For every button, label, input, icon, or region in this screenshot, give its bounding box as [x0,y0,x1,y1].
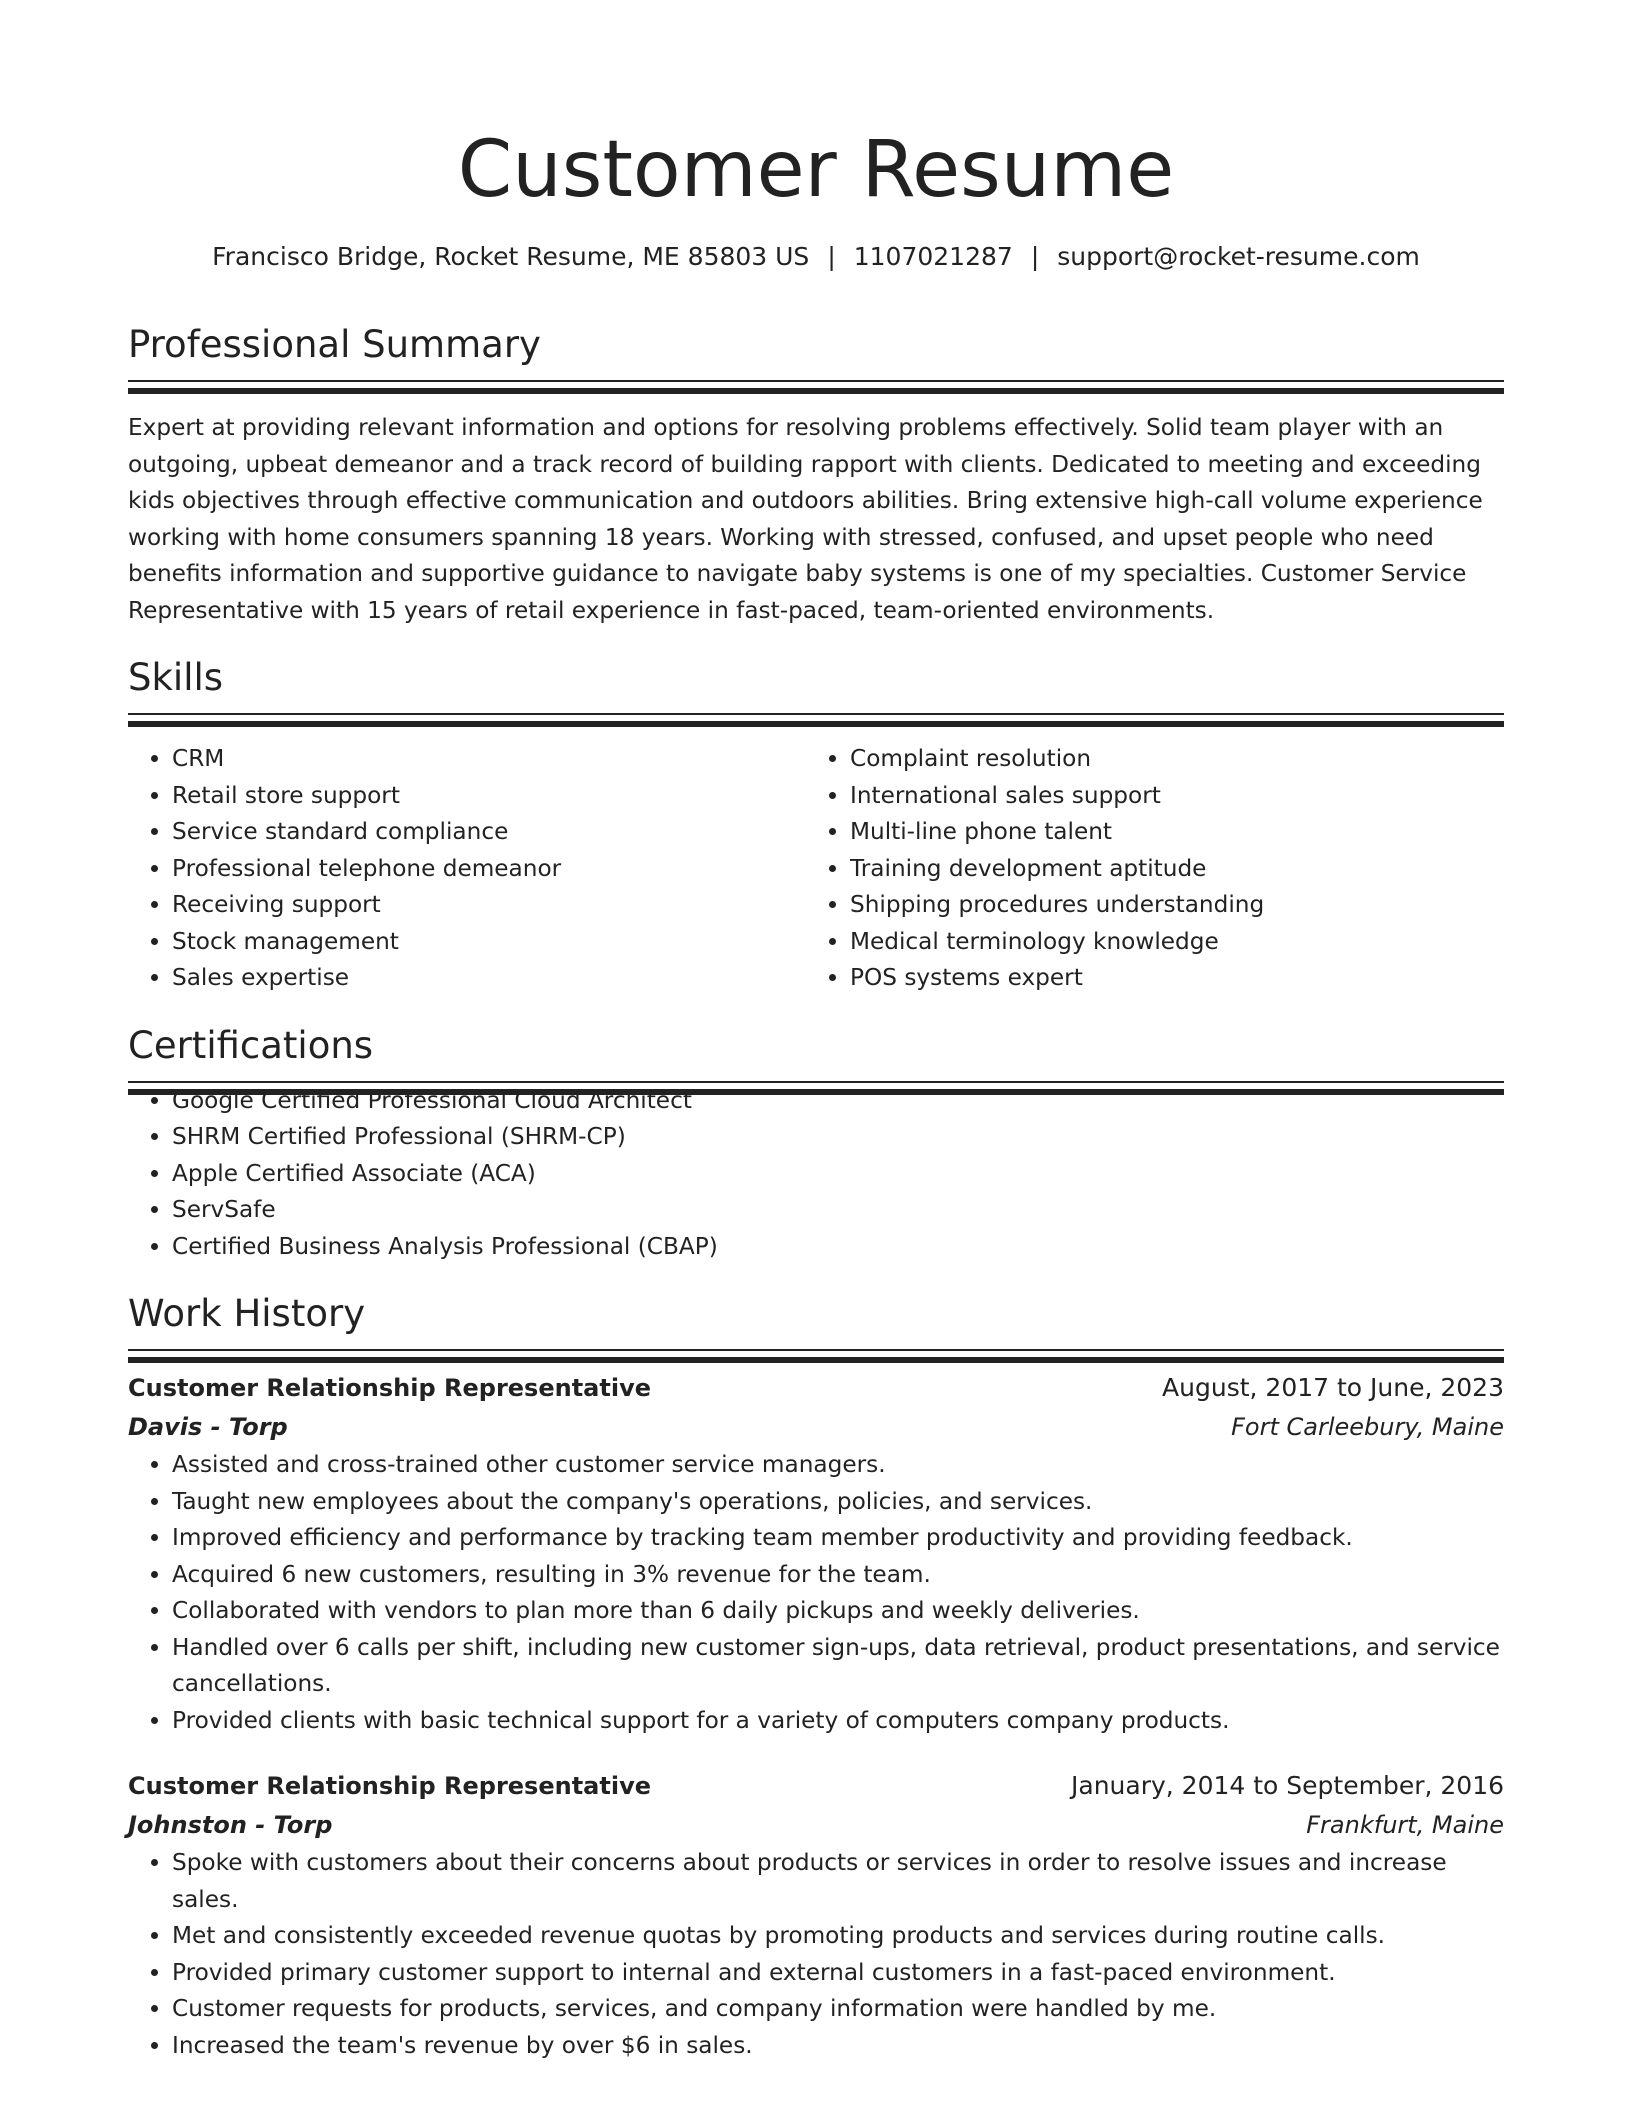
certification-item: • Certified Business Analysis Professional (CBAP) [172,1229,1504,1266]
job-duties-list [128,1447,1504,1739]
job-dates: January, 2014 to September, 2016 [1071,1771,1504,1800]
skill-item: • Training development aptitude [850,851,1484,888]
contact-email: support@rocket-resume.com [1057,242,1420,271]
skill-item: • Receiving support [172,887,806,924]
job-header-row [128,1767,1504,1805]
skills-section [128,653,1504,997]
job-duty-item: • Spoke with customers about their concerns about products or services in order to resolve issues and increase sales. [172,1845,1504,1918]
contact-address: Francisco Bridge, Rocket Resume, ME 85803 US [212,242,810,271]
contact-separator: | [827,242,836,271]
section-heading-summary: Professional Summary [128,323,541,366]
skill-item: • Professional telephone demeanor [172,851,806,888]
section-divider [128,1349,1504,1351]
job-subheader-row [128,1805,1504,1845]
job-duty-item: • Improved efficiency and performance by tracking team member productivity and providing feedback. [172,1520,1504,1557]
section-heading-certifications: Certifications [128,1023,374,1067]
skill-item: • Retail store support [172,778,806,815]
job-duty-item: • Customer requests for products, services, and company information were handled by me. [172,1991,1504,2028]
job-duty-item: • Assisted and cross-trained other customer service managers. [172,1447,1504,1484]
contact-phone: 1107021287 [853,242,1013,271]
job-location: Fort Carleebury, Maine [1231,1413,1504,1441]
section-heading-skills: Skills [128,656,224,699]
skills-column-left [128,741,806,997]
certification-item: • SHRM Certified Professional (SHRM-CP) [172,1119,1504,1156]
skill-item: • Shipping procedures understanding [850,887,1484,924]
certifications-section [128,1021,1504,1266]
work-history-section [128,1289,1504,2064]
skill-item: • CRM [172,741,806,778]
skill-item: • Multi-line phone talent [850,814,1484,851]
skill-item: • Sales expertise [172,960,806,997]
job-company: Davis - Torp [128,1413,288,1441]
job-duty-item: • Taught new employees about the company's operations, policies, and services. [172,1484,1504,1521]
job-duty-item: • Handled over 6 calls per shift, including new customer sign-ups, data retrieval, product presentations, and service cancellations. [172,1630,1504,1703]
skill-item: • Service standard compliance [172,814,806,851]
job-duty-item: • Provided primary customer support to internal and external customers in a fast-paced environment. [172,1955,1504,1992]
job-header-row [128,1369,1504,1407]
job-duty-item: • Met and consistently exceeded revenue quotas by promoting products and services during routine calls. [172,1918,1504,1955]
professional-summary-section [128,320,1504,629]
job-duty-item: • Acquired 6 new customers, resulting in 3% revenue for the team. [172,1557,1504,1594]
contact-separator: | [1030,242,1040,271]
certification-item: • Apple Certified Associate (ACA) [172,1156,1504,1193]
job-company: Johnston - Torp [128,1811,333,1839]
job-dates: August, 2017 to June, 2023 [1162,1373,1504,1402]
skill-item: • Complaint resolution [850,741,1484,778]
resume-page [128,0,1504,2064]
section-divider [128,380,1504,382]
certification-item: • ServSafe [172,1192,1504,1229]
skills-list-left [128,741,806,997]
job-subheader-row [128,1407,1504,1447]
skill-item: • Stock management [172,924,806,961]
certifications-list [128,1083,1504,1266]
section-divider [128,1081,1504,1083]
skill-item: • Medical terminology knowledge [850,924,1484,961]
skill-item: • International sales support [850,778,1484,815]
job-location: Frankfurt, Maine [1306,1811,1504,1839]
job-entry [128,1767,1504,2064]
skills-columns [128,741,1504,997]
job-duty-item: • Provided clients with basic technical support for a variety of computers company products. [172,1703,1504,1740]
section-divider [128,713,1504,715]
job-duty-item: • Increased the team's revenue by over $6 in sales. [172,2028,1504,2065]
job-entry [128,1369,1504,1739]
contact-line [128,240,1504,274]
skills-list-right [806,741,1484,997]
job-title: Customer Relationship Representative [128,1772,651,1800]
certification-item: • Google Certified Professional Cloud Architect [172,1083,1504,1120]
resume-title: Customer Resume [457,125,1175,215]
section-heading-work-history: Work History [128,1292,366,1335]
skills-column-right [806,741,1484,997]
job-duties-list [128,1845,1504,2064]
summary-text: Expert at providing relevant information and options for resolving problems effectively. Solid team player with an outgoing, upbeat demeanor and a track record of building rapport with clients. Dedicated to meeting and exceeding kids objectives through effective communication and outdoors abilities. Bring extensive high-call volume experience working with home consumers spanning 18 years. Working with stressed, confused, and upset people who need benefits information and supportive guidance to navigate baby systems is one of my specialties. Customer Service Representative with 15 years of retail experience in fast-paced, team-oriented environments. [128,414,1483,624]
job-duty-item: • Collaborated with vendors to plan more than 6 daily pickups and weekly deliveries. [172,1593,1504,1630]
job-title: Customer Relationship Representative [128,1374,651,1402]
skill-item: • POS systems expert [850,960,1484,997]
